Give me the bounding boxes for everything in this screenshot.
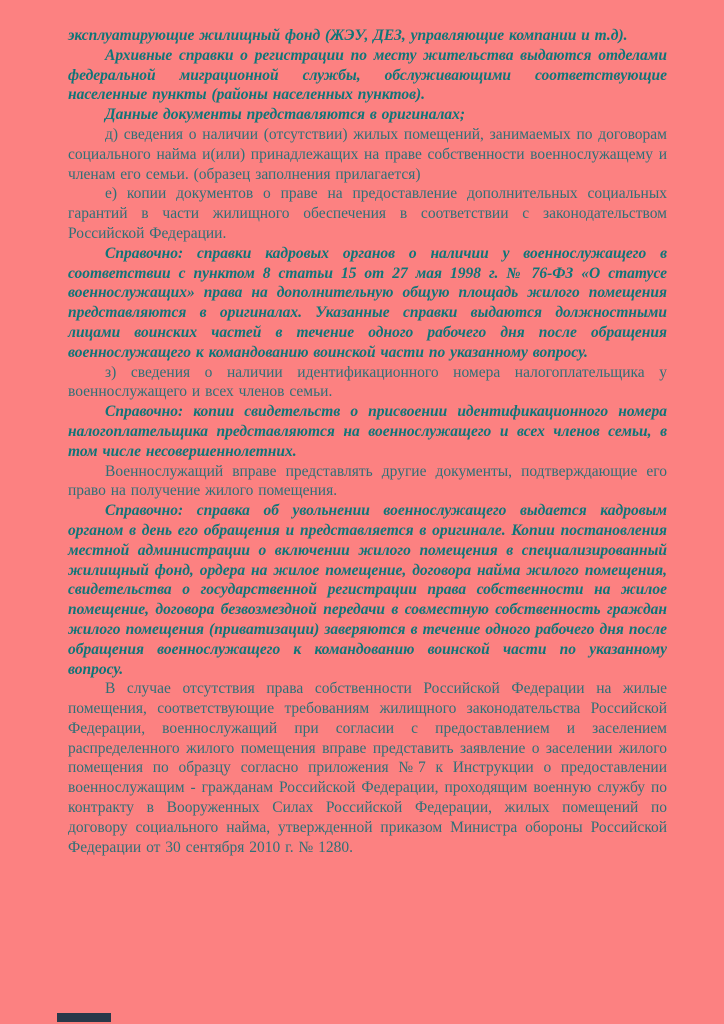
bottom-bar-fragment <box>57 1013 111 1022</box>
paragraph-item-e: е) копии документов о праве на предоставление дополнительных социальных гарантий в части жилищного обеспечения в соответствии с законодательством Российской Федерации. <box>68 185 667 242</box>
paragraph-reference-personnel: Справочно: справки кадровых органов о наличии у военнослужащего в соответствии с пунктом 8 статьи 15 от 27 мая 1998 г. № 76-ФЗ «О статусе военнослужащих» права на дополнительную общую площадь жилого помещения представляются в оригиналах. Указанные справки выдаются должностными лицами воинских частей в течение одного рабочего дня после обращения военнослужащего к командованию воинской части по указанному вопросу. <box>68 244 667 361</box>
paragraph-item-z: з) сведения о наличии идентификационного номера налогоплательщика у военнослужащего и всех членов семьи. <box>68 363 667 401</box>
paragraph-other-documents: Военнослужащий вправе представлять другие документы, подтверждающие его право на получение жилого помещения. <box>68 462 667 500</box>
paragraph-originals-note: Данные документы представляются в оригиналах; <box>105 106 466 124</box>
document-page <box>68 26 667 857</box>
paragraph-reference-dismissal: Справочно: справка об увольнении военнослужащего выдается кадровым органом в день его обращения и представляется в оригинале. Копии постановления местной администрации о включении жилого помещения в специализированный жилищный фонд, ордера на жилое помещение, договора найма жилого помещения, свидетельства о государственной регистрации права собственности на жилое помещение, договора безвозмездной передачи в совместную собственность граждан жилого помещения (приватизации) заверяются в течение одного рабочего дня после обращения военнослужащего к командованию воинской части по указанному вопросу. <box>68 502 667 678</box>
paragraph-continuation: эксплуатирующие жилищный фонд (ЖЭУ, ДЕЗ, управляющие компании и т.д). <box>68 27 628 44</box>
paragraph-reference-inn: Справочно: копии свидетельств о присвоении идентификационного номера налогоплательщика представляются на военнослужащего и всех членов семьи, в том числе несовершеннолетних. <box>68 403 667 460</box>
paragraph-final-instruction: В случае отсутствия права собственности Российской Федерации на жилые помещения, соответствующие требованиям жилищного законодательства Российской Федерации, военнослужащий при согласии с предоставлением и заселением распределенного жилого помещения вправе представить заявление о заселении жилого помещения по образцу согласно приложения №7 к Инструкции о предоставлении военнослужащим - гражданам Российской Федерации, проходящим военную службу по контракту в Вооруженных Силах Российской Федерации, жилых помещений по договору социального найма, утвержденной приказом Министра обороны Российской Федерации от 30 сентября 2010 г. № 1280. <box>68 680 667 856</box>
paragraph-archival-certificates: Архивные справки о регистрации по месту жительства выдаются отделами федеральной миграционной службы, обслуживающими соответствующие населенные пункты (районы населенных пунктов). <box>68 46 667 104</box>
paragraph-item-d: д) сведения о наличии (отсутствии) жилых помещений, занимаемых по договорам социального найма и(или) принадлежащих на праве собственности военнослужащему и членам его семьи. (образец заполнения прилагается) <box>68 125 667 183</box>
